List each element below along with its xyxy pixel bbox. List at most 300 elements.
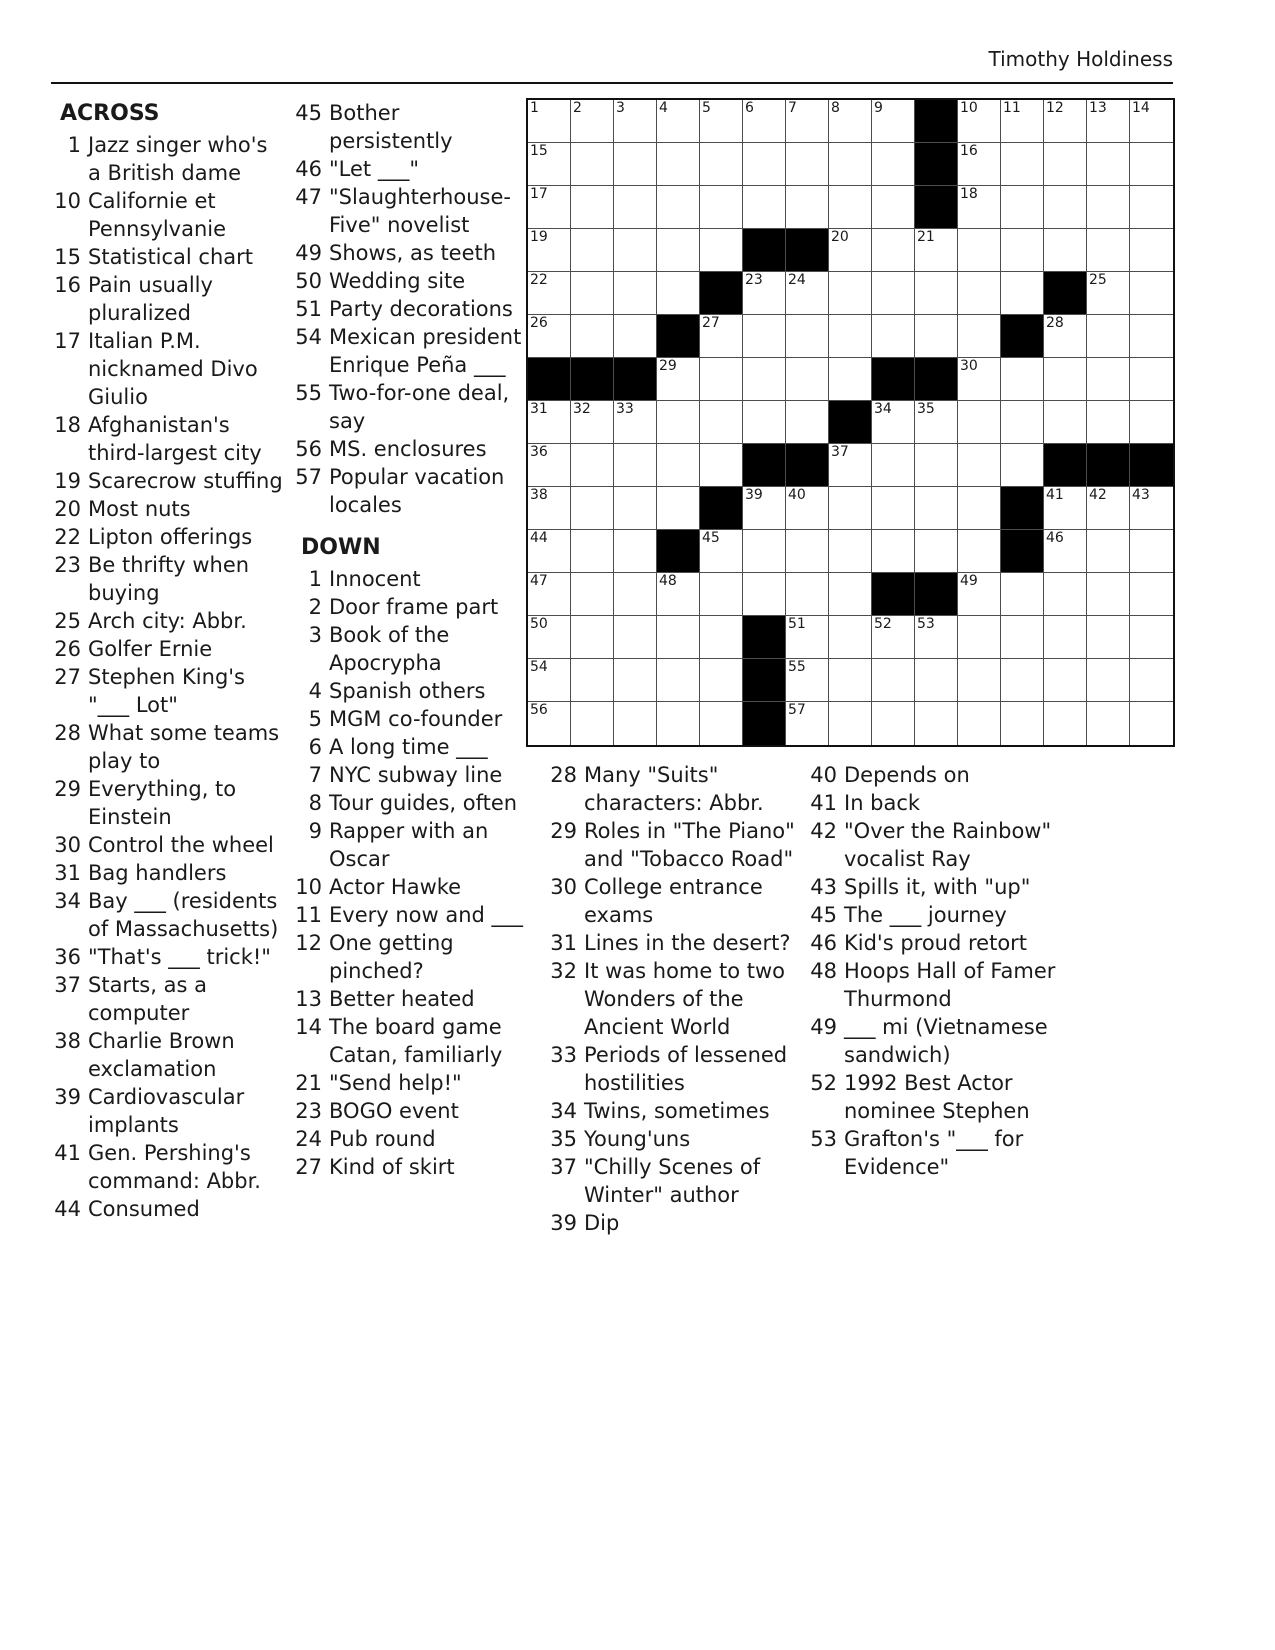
grid-cell[interactable] xyxy=(872,444,915,487)
clue-number: 47 xyxy=(295,185,322,209)
grid-cell[interactable] xyxy=(614,143,657,186)
grid-cell[interactable] xyxy=(614,659,657,702)
grid-cell[interactable] xyxy=(614,272,657,315)
grid-cell[interactable] xyxy=(829,702,872,745)
grid-cell[interactable] xyxy=(528,143,571,186)
grid-cell[interactable] xyxy=(1087,659,1130,702)
grid-cell[interactable] xyxy=(571,487,614,530)
grid-cell[interactable] xyxy=(614,186,657,229)
header-rule xyxy=(51,82,1173,84)
black-cell xyxy=(872,573,915,616)
grid-cell[interactable] xyxy=(786,702,829,745)
grid-cell[interactable] xyxy=(571,315,614,358)
grid-cell[interactable] xyxy=(872,401,915,444)
cell-number: 25 xyxy=(1089,272,1107,288)
clue-number: 34 xyxy=(54,889,81,913)
grid-cell[interactable] xyxy=(657,143,700,186)
grid-cell[interactable] xyxy=(915,444,958,487)
clue-number: 45 xyxy=(295,101,322,125)
grid-cell[interactable] xyxy=(872,530,915,573)
grid-cell[interactable] xyxy=(571,659,614,702)
grid-cell[interactable] xyxy=(1087,272,1130,315)
grid-cell[interactable] xyxy=(872,229,915,272)
grid-cell[interactable] xyxy=(743,530,786,573)
grid-cell[interactable] xyxy=(1130,487,1173,530)
grid-cell[interactable] xyxy=(1001,616,1044,659)
clue-number: 52 xyxy=(810,1071,837,1095)
grid-cell[interactable] xyxy=(1044,487,1087,530)
grid-cell[interactable] xyxy=(1087,315,1130,358)
grid-cell[interactable] xyxy=(528,530,571,573)
grid-cell[interactable] xyxy=(829,186,872,229)
clue-text: Pub round xyxy=(329,1127,436,1151)
clue-item xyxy=(51,411,287,467)
grid-cell[interactable] xyxy=(571,143,614,186)
grid-cell[interactable] xyxy=(657,272,700,315)
grid-cell[interactable] xyxy=(700,186,743,229)
grid-cell[interactable] xyxy=(1001,229,1044,272)
clue-number: 29 xyxy=(54,777,81,801)
clue-number: 23 xyxy=(54,553,81,577)
black-cell xyxy=(657,530,700,573)
grid-cell[interactable] xyxy=(1044,100,1087,143)
cell-number: 44 xyxy=(530,530,548,546)
grid-cell[interactable] xyxy=(614,530,657,573)
grid-cell[interactable] xyxy=(1044,186,1087,229)
grid-cell[interactable] xyxy=(1130,315,1173,358)
clue-item xyxy=(51,495,287,523)
grid-cell[interactable] xyxy=(1001,659,1044,702)
cell-number: 49 xyxy=(960,573,978,589)
grid-cell[interactable] xyxy=(1044,315,1087,358)
grid-cell[interactable] xyxy=(657,100,700,143)
grid-cell[interactable] xyxy=(1044,616,1087,659)
clue-number: 45 xyxy=(810,903,837,927)
grid-cell[interactable] xyxy=(657,186,700,229)
grid-cell[interactable] xyxy=(1130,616,1173,659)
grid-cell[interactable] xyxy=(958,401,1001,444)
grid-cell[interactable] xyxy=(700,659,743,702)
grid-cell[interactable] xyxy=(614,487,657,530)
clue-item xyxy=(292,435,524,463)
cell-number: 30 xyxy=(960,358,978,374)
grid-cell[interactable] xyxy=(657,616,700,659)
grid-cell[interactable] xyxy=(915,487,958,530)
grid-cell[interactable] xyxy=(786,272,829,315)
clue-number: 41 xyxy=(54,1141,81,1165)
clue-text: "Let ___" xyxy=(329,157,419,181)
grid-cell[interactable] xyxy=(1130,530,1173,573)
clue-text: Lines in the desert? xyxy=(584,931,791,955)
grid-cell[interactable] xyxy=(743,272,786,315)
clue-number: 17 xyxy=(54,329,81,353)
grid-cell[interactable] xyxy=(915,401,958,444)
grid-cell[interactable] xyxy=(872,315,915,358)
grid-cell[interactable] xyxy=(571,100,614,143)
grid-cell[interactable] xyxy=(657,702,700,745)
grid-cell[interactable] xyxy=(571,702,614,745)
grid-cell[interactable] xyxy=(872,100,915,143)
grid-cell[interactable] xyxy=(700,143,743,186)
clue-item xyxy=(807,873,1065,901)
clue-number: 43 xyxy=(810,875,837,899)
clue-item xyxy=(547,873,795,929)
grid-cell[interactable] xyxy=(657,444,700,487)
clue-number: 27 xyxy=(54,665,81,689)
clue-text: Gen. Pershing's command: Abbr. xyxy=(88,1141,261,1193)
grid-cell[interactable] xyxy=(700,702,743,745)
grid-cell[interactable] xyxy=(958,659,1001,702)
black-cell xyxy=(743,444,786,487)
grid-cell[interactable] xyxy=(958,444,1001,487)
clue-number: 33 xyxy=(550,1043,577,1067)
clue-text: MS. enclosures xyxy=(329,437,487,461)
grid-cell[interactable] xyxy=(1001,358,1044,401)
grid-cell[interactable] xyxy=(786,616,829,659)
grid-cell[interactable] xyxy=(1001,272,1044,315)
grid-cell[interactable] xyxy=(571,573,614,616)
grid-cell[interactable] xyxy=(528,616,571,659)
grid-cell[interactable] xyxy=(743,358,786,401)
grid-cell[interactable] xyxy=(528,401,571,444)
grid-cell[interactable] xyxy=(958,358,1001,401)
clue-number: 35 xyxy=(550,1127,577,1151)
black-cell xyxy=(915,358,958,401)
grid-cell[interactable] xyxy=(1001,702,1044,745)
grid-cell[interactable] xyxy=(786,186,829,229)
clue-item xyxy=(292,267,524,295)
clue-number: 36 xyxy=(54,945,81,969)
clue-text: Everything, to Einstein xyxy=(88,777,237,829)
grid-cell[interactable] xyxy=(571,401,614,444)
grid-cell[interactable] xyxy=(872,616,915,659)
clue-number: 31 xyxy=(550,931,577,955)
clue-item xyxy=(51,859,287,887)
grid-cell[interactable] xyxy=(958,143,1001,186)
cell-number: 19 xyxy=(530,229,548,245)
grid-cell[interactable] xyxy=(700,229,743,272)
grid-cell[interactable] xyxy=(872,186,915,229)
grid-cell[interactable] xyxy=(571,444,614,487)
clue-text: Bay ___ (residents of Massachusetts) xyxy=(88,889,279,941)
grid-cell[interactable] xyxy=(829,229,872,272)
grid-cell[interactable] xyxy=(657,229,700,272)
grid-cell[interactable] xyxy=(786,100,829,143)
clue-item xyxy=(51,1139,287,1195)
grid-cell[interactable] xyxy=(829,487,872,530)
black-cell xyxy=(614,358,657,401)
grid-cell[interactable] xyxy=(1087,229,1130,272)
black-cell xyxy=(1130,444,1173,487)
grid-cell[interactable] xyxy=(743,573,786,616)
black-cell xyxy=(743,659,786,702)
clue-number: 16 xyxy=(54,273,81,297)
clue-item xyxy=(292,99,524,155)
grid-cell[interactable] xyxy=(657,659,700,702)
black-cell xyxy=(1087,444,1130,487)
grid-cell[interactable] xyxy=(528,487,571,530)
grid-cell[interactable] xyxy=(700,616,743,659)
grid-cell[interactable] xyxy=(571,229,614,272)
black-cell xyxy=(915,186,958,229)
clue-item xyxy=(807,957,1065,1013)
grid-cell[interactable] xyxy=(829,100,872,143)
grid-cell[interactable] xyxy=(700,444,743,487)
grid-cell[interactable] xyxy=(1130,573,1173,616)
grid-cell[interactable] xyxy=(958,229,1001,272)
grid-cell[interactable] xyxy=(1001,401,1044,444)
grid-cell[interactable] xyxy=(614,444,657,487)
grid-cell[interactable] xyxy=(571,186,614,229)
grid-cell[interactable] xyxy=(829,315,872,358)
grid-cell[interactable] xyxy=(829,616,872,659)
grid-cell[interactable] xyxy=(743,143,786,186)
grid-cell[interactable] xyxy=(1130,272,1173,315)
grid-cell[interactable] xyxy=(1130,229,1173,272)
grid-cell[interactable] xyxy=(1044,573,1087,616)
clue-number: 32 xyxy=(550,959,577,983)
grid-cell[interactable] xyxy=(1001,444,1044,487)
grid-cell[interactable] xyxy=(786,659,829,702)
grid-cell[interactable] xyxy=(786,487,829,530)
grid-cell[interactable] xyxy=(829,659,872,702)
grid-cell[interactable] xyxy=(958,616,1001,659)
grid-cell[interactable] xyxy=(743,186,786,229)
grid-cell[interactable] xyxy=(657,401,700,444)
black-cell xyxy=(1044,444,1087,487)
grid-cell[interactable] xyxy=(829,358,872,401)
grid-cell[interactable] xyxy=(872,143,915,186)
clue-item xyxy=(547,761,795,817)
cell-number: 50 xyxy=(530,616,548,632)
cell-number: 5 xyxy=(702,100,711,116)
cell-number: 7 xyxy=(788,100,797,116)
grid-cell[interactable] xyxy=(571,530,614,573)
grid-cell[interactable] xyxy=(1130,100,1173,143)
grid-cell[interactable] xyxy=(958,315,1001,358)
grid-cell[interactable] xyxy=(1044,229,1087,272)
grid-cell[interactable] xyxy=(1087,702,1130,745)
across-down-clues-column xyxy=(292,99,524,1181)
grid-cell[interactable] xyxy=(872,272,915,315)
grid-cell[interactable] xyxy=(614,315,657,358)
grid-cell[interactable] xyxy=(528,702,571,745)
clue-number: 48 xyxy=(810,959,837,983)
clue-text: The board game Catan, familiarly xyxy=(329,1015,503,1067)
grid-cell[interactable] xyxy=(700,100,743,143)
grid-cell[interactable] xyxy=(1130,401,1173,444)
grid-cell[interactable] xyxy=(1044,659,1087,702)
clue-text: The ___ journey xyxy=(844,903,1007,927)
grid-cell[interactable] xyxy=(743,315,786,358)
grid-cell[interactable] xyxy=(528,229,571,272)
grid-cell[interactable] xyxy=(528,573,571,616)
grid-cell[interactable] xyxy=(958,573,1001,616)
grid-cell[interactable] xyxy=(786,315,829,358)
clue-item xyxy=(807,1013,1065,1069)
grid-cell[interactable] xyxy=(786,358,829,401)
grid-cell[interactable] xyxy=(786,143,829,186)
grid-cell[interactable] xyxy=(1044,358,1087,401)
grid-cell[interactable] xyxy=(872,487,915,530)
crossword-grid xyxy=(526,98,1175,747)
grid-cell[interactable] xyxy=(958,100,1001,143)
grid-cell[interactable] xyxy=(829,530,872,573)
grid-cell[interactable] xyxy=(1044,143,1087,186)
clue-text: Kid's proud retort xyxy=(844,931,1028,955)
grid-cell[interactable] xyxy=(1087,573,1130,616)
grid-cell[interactable] xyxy=(1001,100,1044,143)
black-cell xyxy=(700,272,743,315)
grid-cell[interactable] xyxy=(614,100,657,143)
cell-number: 38 xyxy=(530,487,548,503)
cell-number: 48 xyxy=(659,573,677,589)
clue-text: Scarecrow stuffing xyxy=(88,469,283,493)
grid-cell[interactable] xyxy=(1130,702,1173,745)
grid-cell[interactable] xyxy=(1087,358,1130,401)
grid-cell[interactable] xyxy=(528,272,571,315)
black-cell xyxy=(829,401,872,444)
grid-cell[interactable] xyxy=(1044,401,1087,444)
cell-number: 17 xyxy=(530,186,548,202)
clue-number: 54 xyxy=(295,325,322,349)
clue-number: 23 xyxy=(295,1099,322,1123)
grid-cell[interactable] xyxy=(1087,487,1130,530)
grid-cell[interactable] xyxy=(657,573,700,616)
clue-number: 27 xyxy=(295,1155,322,1179)
grid-cell[interactable] xyxy=(958,702,1001,745)
grid-cell[interactable] xyxy=(786,530,829,573)
clue-text: ___ mi (Vietnamese sandwich) xyxy=(844,1015,1048,1067)
grid-cell[interactable] xyxy=(872,659,915,702)
grid-cell[interactable] xyxy=(528,186,571,229)
grid-cell[interactable] xyxy=(571,616,614,659)
clue-text: Party decorations xyxy=(329,297,513,321)
grid-cell[interactable] xyxy=(614,229,657,272)
black-cell xyxy=(571,358,614,401)
grid-cell[interactable] xyxy=(700,401,743,444)
grid-cell[interactable] xyxy=(571,272,614,315)
grid-cell[interactable] xyxy=(700,315,743,358)
clue-number: 11 xyxy=(295,903,322,927)
grid-cell[interactable] xyxy=(743,100,786,143)
grid-cell[interactable] xyxy=(1001,186,1044,229)
clue-text: Pain usually pluralized xyxy=(88,273,213,325)
grid-cell[interactable] xyxy=(700,573,743,616)
clue-number: 28 xyxy=(54,721,81,745)
grid-cell[interactable] xyxy=(829,573,872,616)
grid-cell[interactable] xyxy=(786,401,829,444)
grid-cell[interactable] xyxy=(528,100,571,143)
grid-cell[interactable] xyxy=(915,530,958,573)
clue-item xyxy=(51,775,287,831)
grid-cell[interactable] xyxy=(1001,143,1044,186)
clue-text: Stephen King's "___ Lot" xyxy=(88,665,245,717)
black-cell xyxy=(528,358,571,401)
grid-cell[interactable] xyxy=(958,272,1001,315)
grid-cell[interactable] xyxy=(829,272,872,315)
grid-cell[interactable] xyxy=(657,487,700,530)
grid-cell[interactable] xyxy=(1087,143,1130,186)
grid-cell[interactable] xyxy=(915,616,958,659)
clue-item xyxy=(292,901,524,929)
grid-cell[interactable] xyxy=(958,186,1001,229)
clue-item xyxy=(292,239,524,267)
clue-item xyxy=(292,155,524,183)
grid-cell[interactable] xyxy=(958,487,1001,530)
grid-cell[interactable] xyxy=(872,702,915,745)
grid-cell[interactable] xyxy=(614,573,657,616)
grid-cell[interactable] xyxy=(829,143,872,186)
grid-cell[interactable] xyxy=(1044,702,1087,745)
grid-cell[interactable] xyxy=(1087,401,1130,444)
grid-cell[interactable] xyxy=(1087,616,1130,659)
clue-text: Bother persistently xyxy=(329,101,453,153)
grid-cell[interactable] xyxy=(614,401,657,444)
grid-cell[interactable] xyxy=(1087,186,1130,229)
clue-text: Popular vacation locales xyxy=(329,465,505,517)
grid-cell[interactable] xyxy=(1130,659,1173,702)
grid-cell[interactable] xyxy=(1044,530,1087,573)
clue-text: Control the wheel xyxy=(88,833,274,857)
down-header: DOWN xyxy=(301,535,381,560)
grid-cell[interactable] xyxy=(958,530,1001,573)
grid-cell[interactable] xyxy=(915,659,958,702)
grid-cell[interactable] xyxy=(743,487,786,530)
clue-item xyxy=(292,873,524,901)
grid-cell[interactable] xyxy=(743,401,786,444)
grid-cell[interactable] xyxy=(829,444,872,487)
clue-text: Young'uns xyxy=(584,1127,691,1151)
clue-item xyxy=(292,183,524,239)
clue-item xyxy=(292,733,524,761)
clue-item xyxy=(547,817,795,873)
grid-cell[interactable] xyxy=(700,358,743,401)
grid-cell[interactable] xyxy=(700,530,743,573)
black-cell xyxy=(1001,530,1044,573)
clue-number: 39 xyxy=(54,1085,81,1109)
clue-item xyxy=(292,677,524,705)
grid-cell[interactable] xyxy=(614,616,657,659)
black-cell xyxy=(915,100,958,143)
clue-item xyxy=(292,761,524,789)
grid-cell[interactable] xyxy=(528,444,571,487)
clue-text: NYC subway line xyxy=(329,763,503,787)
grid-cell[interactable] xyxy=(1130,186,1173,229)
grid-cell[interactable] xyxy=(1087,100,1130,143)
grid-cell[interactable] xyxy=(786,573,829,616)
grid-cell[interactable] xyxy=(915,702,958,745)
clue-number: 51 xyxy=(295,297,322,321)
clue-number: 6 xyxy=(308,735,322,759)
grid-cell[interactable] xyxy=(915,229,958,272)
grid-cell[interactable] xyxy=(1130,143,1173,186)
clue-number: 4 xyxy=(308,679,322,703)
grid-cell[interactable] xyxy=(915,315,958,358)
grid-cell[interactable] xyxy=(1001,573,1044,616)
clue-text: Every now and ___ xyxy=(329,903,524,927)
clue-item xyxy=(51,1083,287,1139)
grid-cell[interactable] xyxy=(1087,530,1130,573)
grid-cell[interactable] xyxy=(528,315,571,358)
grid-cell[interactable] xyxy=(1130,358,1173,401)
grid-cell[interactable] xyxy=(915,272,958,315)
grid-cell[interactable] xyxy=(657,358,700,401)
grid-cell[interactable] xyxy=(614,702,657,745)
grid-cell[interactable] xyxy=(528,659,571,702)
clue-number: 56 xyxy=(295,437,322,461)
cell-number: 37 xyxy=(831,444,849,460)
